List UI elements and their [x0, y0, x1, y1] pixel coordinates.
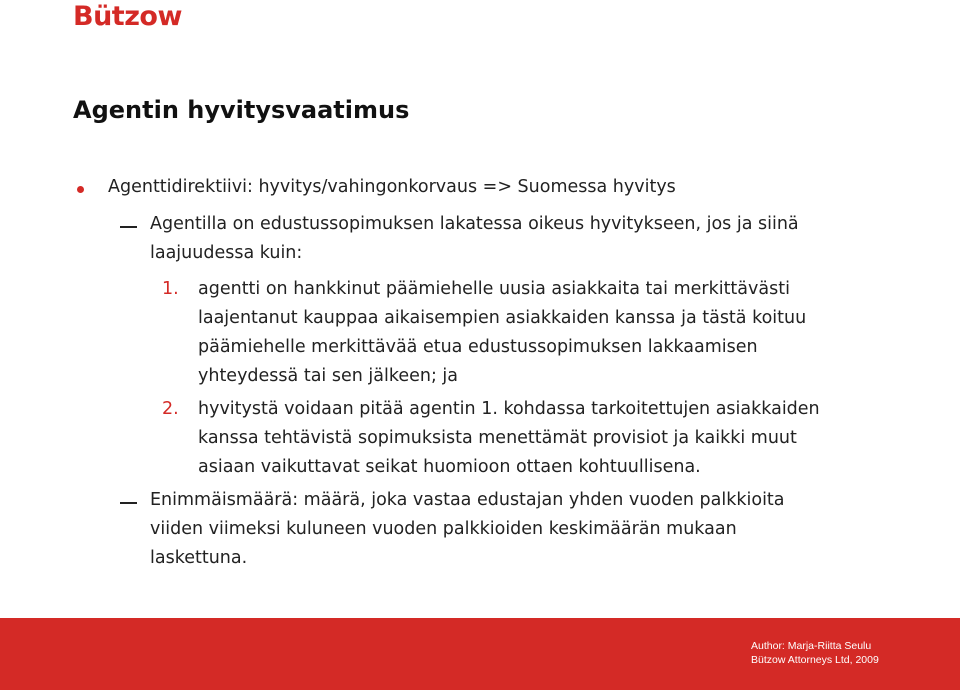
list-item-line: hyvitystä voidaan pitää agentin 1. kohdassa tarkoitettujen asiakkaiden [198, 399, 820, 419]
list-item-line: asiaan vaikuttavat seikat huomioon ottaen kohtuullisena. [198, 457, 701, 477]
sub-bullet-line: laskettuna. [150, 548, 248, 568]
slide-title: Agentin hyvitysvaatimus [73, 96, 410, 124]
author-name: Author: Marja-Riitta Seulu [751, 640, 872, 652]
sub-bullet-line: Agentilla on edustussopimuksen lakatessa oikeus hyvitykseen, jos ja siinä [150, 214, 799, 234]
sub-bullet-line: Enimmäismäärä: määrä, joka vastaa edustajan yhden vuoden palkkioita [150, 490, 785, 510]
sub-bullet-line: laajuudessa kuin: [150, 243, 303, 263]
butzow-logo: Bützow [73, 1, 182, 32]
list-item-line: kanssa tehtävistä sopimuksista menettämät provisiot ja kaikki muut [198, 428, 797, 448]
bullet-text: Agenttidirektiivi: hyvitys/vahingonkorvaus => Suomessa hyvitys [108, 177, 676, 197]
sub-bullet-line: viiden viimeksi kuluneen vuoden palkkioiden keskimäärän mukaan [150, 519, 737, 539]
list-item-line: yhteydessä tai sen jälkeen; ja [198, 366, 459, 386]
dash-icon [120, 226, 137, 228]
author-credit [751, 639, 879, 667]
list-item-line: laajentanut kauppaa aikaisempien asiakkaiden kanssa ja tästä koituu [198, 308, 807, 328]
list-item-line: päämiehelle merkittävää etua edustussopimuksen lakkaamisen [198, 337, 758, 357]
list-number: 2. [162, 399, 179, 419]
bullet-dot-icon [77, 186, 84, 193]
list-number: 1. [162, 279, 179, 299]
dash-icon [120, 502, 137, 504]
company-name: Bützow Attorneys Ltd, 2009 [751, 654, 879, 666]
list-item-line: agentti on hankkinut päämiehelle uusia asiakkaita tai merkittävästi [198, 279, 790, 299]
